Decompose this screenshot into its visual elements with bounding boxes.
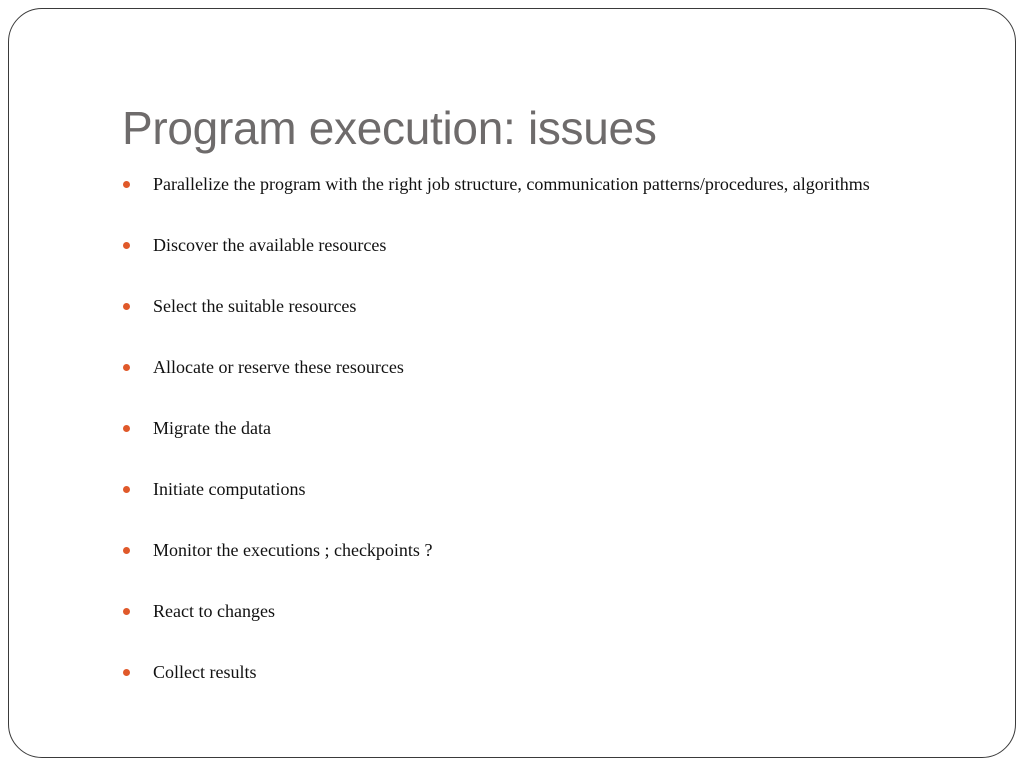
list-item <box>123 356 893 378</box>
list-item <box>123 478 893 500</box>
bullet-text: Initiate computations <box>153 479 306 499</box>
bullet-dot-icon <box>123 303 130 310</box>
slide-title: Program execution: issues <box>122 102 657 154</box>
bullet-dot-icon <box>123 486 130 493</box>
bullet-text: Discover the available resources <box>153 235 387 255</box>
bullet-dot-icon <box>123 364 130 371</box>
list-item <box>123 173 893 195</box>
list-item <box>123 234 893 256</box>
bullet-text: React to changes <box>153 601 275 621</box>
slide-frame <box>8 8 1016 758</box>
bullet-text: Collect results <box>153 662 257 682</box>
bullet-dot-icon <box>123 669 130 676</box>
list-item <box>123 295 893 317</box>
bullet-dot-icon <box>123 547 130 554</box>
bullet-list <box>123 173 893 683</box>
bullet-dot-icon <box>123 181 130 188</box>
bullet-dot-icon <box>123 242 130 249</box>
bullet-text: Monitor the executions ; checkpoints ? <box>153 540 433 560</box>
bullet-text: Allocate or reserve these resources <box>153 357 404 377</box>
list-item <box>123 661 893 683</box>
bullet-text: Select the suitable resources <box>153 296 357 316</box>
list-item <box>123 539 893 561</box>
list-item <box>123 600 893 622</box>
bullet-dot-icon <box>123 608 130 615</box>
bullet-text: Parallelize the program with the right job structure, communication patterns/procedures, algorithms <box>153 174 870 194</box>
bullet-dot-icon <box>123 425 130 432</box>
list-item <box>123 417 893 439</box>
bullet-text: Migrate the data <box>153 418 271 438</box>
